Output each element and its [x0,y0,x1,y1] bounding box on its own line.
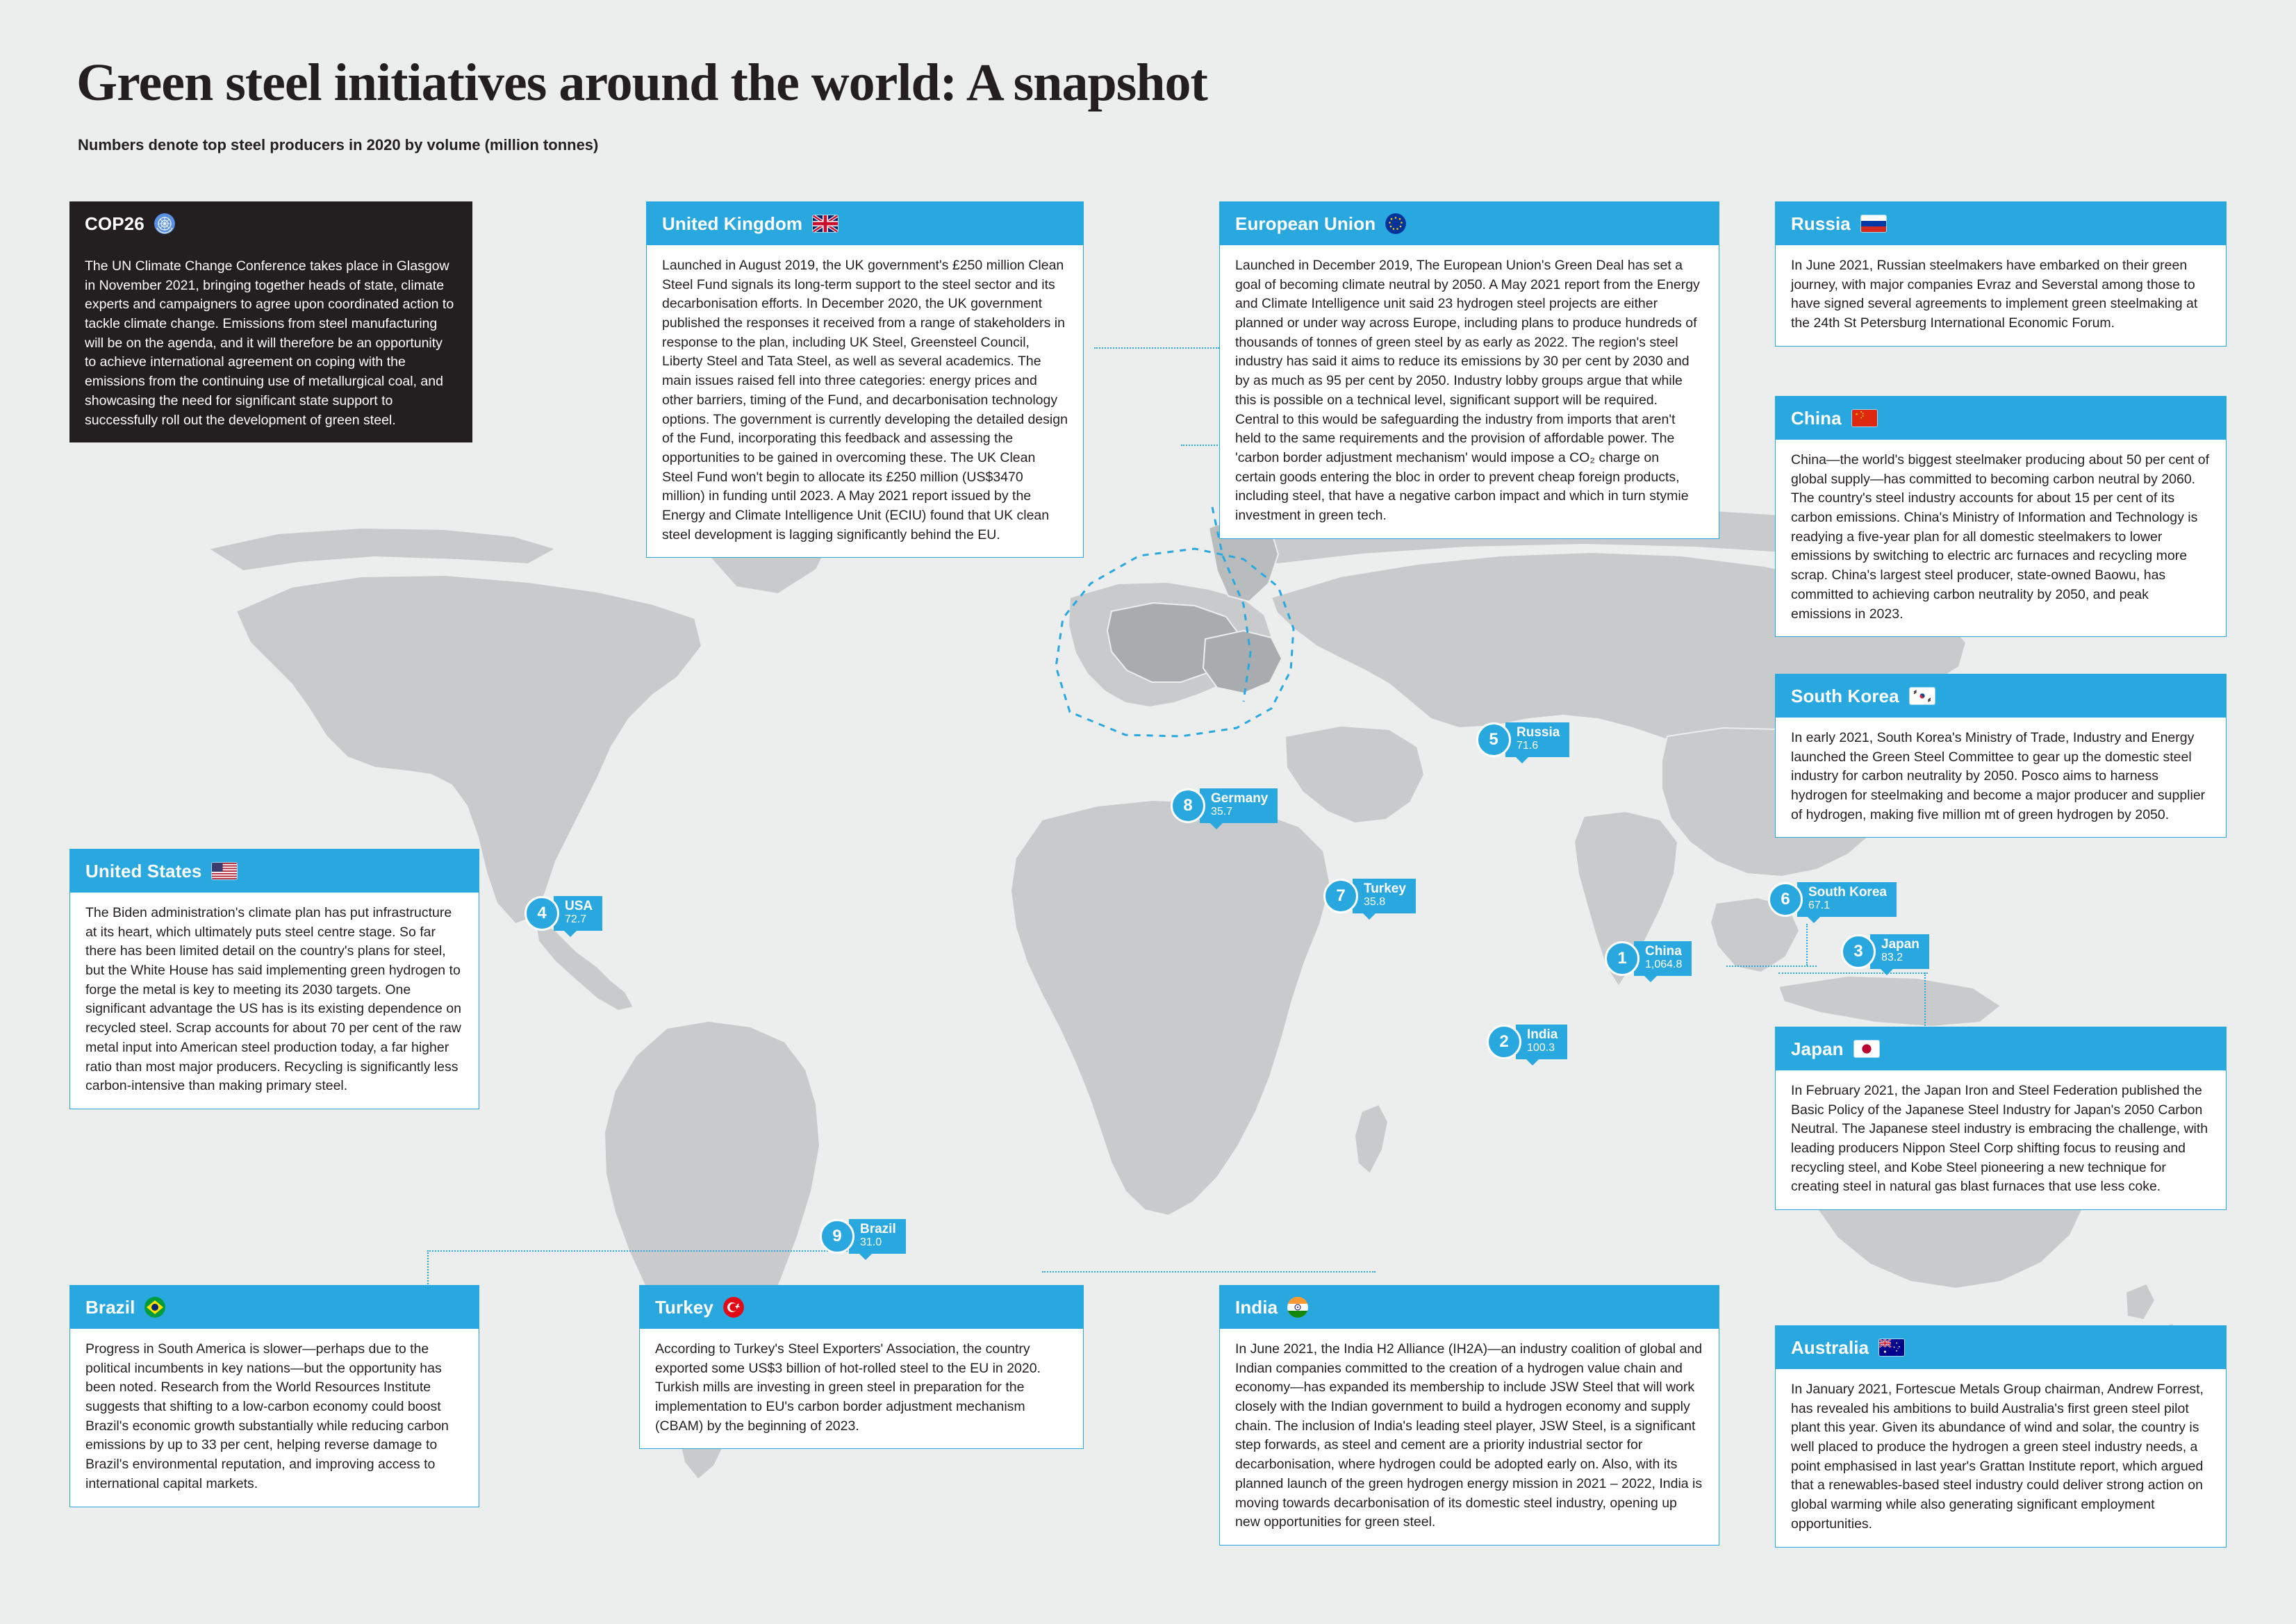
marker-value: 71.6 [1517,740,1539,752]
panel-text: In June 2021, the India H2 Alliance (IH2A)—an industry coalition of global and Indian companies committed to the creation of a hydrogen value chain and economy—has expanded its membership to include JSW Steel that will work closely with the Indian government to build a hydrogen economy and supply chain. The inclusion of India's leading steel player, JSW Steel, is a significant step forwards, as steel and cement are a priority industrial sector for decarbonisation, where hydrogen could be adopted early on. Also, with its planned launch of the green hydrogen energy mission in 2021 – 2022, India is moving towards decarbonisation of its domestic steel industry, opening up new opportunities for green steel. [1235,1341,1703,1530]
panel-japan [1775,1027,2227,1210]
flag-eu-icon [1385,213,1406,234]
panel-header [640,1286,1083,1329]
marker-country: Germany [1211,791,1269,806]
panel-header [1776,202,2226,245]
panel-header [1776,397,2226,440]
page-title: Green steel initiatives around the world: A snapshot [76,53,1207,112]
panel-title: Japan [1791,1038,1844,1059]
panel-body [647,245,1083,557]
connector-brazil-h [427,1250,858,1252]
marker-value: 35.8 [1364,896,1386,909]
marker-india[interactable] [1487,1025,1567,1059]
marker-rank: 8 [1171,788,1205,823]
panel-header [1220,202,1719,245]
panel-body [640,1329,1083,1448]
connector-japan-h [1778,972,1928,974]
flag-india-icon [1287,1297,1308,1318]
marker-label [1505,722,1569,756]
marker-label [849,1219,906,1253]
panel-title: Brazil [85,1296,135,1318]
marker-country: Turkey [1364,881,1406,897]
panel-header [1776,674,2226,718]
panel-south-korea [1775,674,2227,838]
panel-title: Australia [1791,1336,1869,1358]
marker-rank: 7 [1323,879,1358,913]
panel-russia [1775,201,2227,347]
flag-china-icon [1851,409,1878,427]
panel-body [1776,1070,2226,1209]
panel-header [70,850,479,893]
panel-turkey [639,1285,1084,1449]
marker-rank: 3 [1841,934,1876,969]
marker-usa[interactable] [525,896,602,931]
panel-australia [1775,1325,2227,1548]
marker-label [1516,1025,1567,1059]
panel-body [1220,245,1719,538]
marker-germany[interactable] [1171,788,1278,823]
marker-south-korea[interactable] [1768,882,1897,917]
marker-value: 67.1 [1808,900,1831,912]
panel-title: India [1235,1296,1278,1318]
marker-rank: 2 [1487,1025,1521,1059]
marker-country: Russia [1517,725,1560,740]
flag-brazil-icon [144,1297,165,1318]
marker-country: India [1527,1027,1558,1043]
marker-country: USA [565,899,593,914]
marker-japan[interactable] [1841,934,1929,969]
panel-text: Progress in South America is slower—perhaps due to the political incumbents in key nations—but the opportunity has been noted. Research from the World Resources Institute suggests that shifting to a low-carbon economy could boost Brazil's economic growth substantially while reducing carbon emissions by up to 33 per cent, helping reverse damage to Brazil's environmental reputation, and improving access to international capital markets. [85,1341,449,1491]
panel-header [70,1286,479,1329]
panel-title: China [1791,407,1842,429]
panel-body [70,1329,479,1507]
un-logo-icon [154,213,175,234]
flag-japan-icon [1853,1040,1880,1058]
panel-body [1220,1329,1719,1545]
panel-united-kingdom [646,201,1084,558]
marker-turkey[interactable] [1323,879,1416,913]
marker-rank: 9 [820,1219,854,1254]
marker-country: Japan [1881,937,1919,952]
panel-title: Russia [1791,213,1851,234]
panel-text: In January 2021, Fortescue Metals Group chairman, Andrew Forrest, has revealed his ambitions to build Australia's first green steel pilot plant this year. Given its abundance of wind and solar, the country is well placed to produce the hydrogen a green steel industry needs, a point emphasised in last year's Grattan Institute report, which argued that a renewables-based steel industry could deliver strong action on global warming while also generating significant employment opportunities. [1791,1382,2204,1532]
panel-header [69,201,472,246]
panel-cop26 [69,201,472,442]
marker-label [1634,941,1692,975]
panel-india [1219,1285,1719,1546]
marker-brazil[interactable] [820,1219,906,1254]
marker-value: 72.7 [565,913,587,926]
page-subtitle: Numbers denote top steel producers in 2020 by volume (million tonnes) [78,136,599,154]
panel-header [647,202,1083,245]
panel-text: In February 2021, the Japan Iron and Steel Federation published the Basic Policy of the Japanese Steel Industry for Japan's 2050 Carbon Neutral. The Japanese steel industry is embracing the challenge, with leading producers Nippon Steel Corp shifting focus to reusing and recycling steel, and Kobe Steel pioneering a new technique for creating steel in natural gas blast furnaces that use less coke. [1791,1083,2208,1195]
panel-title: South Korea [1791,685,1899,706]
panel-brazil [69,1285,479,1507]
panel-text: In early 2021, South Korea's Ministry of Trade, Industry and Energy launched the Green Steel Committee to gear up the domestic steel industry for carbon neutrality by 2050. Posco aims to harness hydrogen for steelmaking and become a major producer and supplier of hydrogen, making five million mt of green hydrogen by 2050. [1791,730,2206,822]
marker-rank: 1 [1605,941,1640,976]
panel-body [69,246,472,442]
marker-value: 83.2 [1881,952,1903,964]
marker-value: 31.0 [860,1236,882,1249]
panel-title: United States [85,860,202,881]
marker-label [554,896,602,930]
panel-body [1776,718,2226,837]
panel-text: The Biden administration's climate plan has put infrastructure at its heart, which ultimately puts steel centre stage. So far there has been limited detail on the country's plans for steel, but the White House has said implementing green hydrogen to forge the metal is key to meeting its 2030 targets. One significant advantage the US has is its existing dependence on recycled steel. Scrap accounts for about 70 per cent of the raw metal input into American steel production today, a far higher ratio than most major producers. Recycling is significantly less carbon-intensive than making primary steel. [85,905,461,1094]
panel-united-states [69,849,479,1109]
panel-text: The UN Climate Change Conference takes place in Glasgow in November 2021, bringing together heads of state, climate experts and campaigners to agree upon coordinated action to tackle climate change. Emissions from steel manufacturing will be on the agenda, and it will therefore be an opportunity to achieve international agreement on coping with the emissions from the continuing use of metallurgical coal, and showcasing the need for significant state support to successfully roll out the development of green steel. [85,258,454,428]
panel-title: COP26 [85,213,144,234]
marker-country: South Korea [1808,885,1887,900]
panel-header [1776,1326,2226,1369]
connector-eu [1181,445,1223,446]
marker-country: Brazil [860,1222,896,1237]
panel-text: China—the world's biggest steelmaker producing about 50 per cent of global supply—has committed to becoming carbon neutral by 2060. The country's steel industry accounts for about 15 per cent of its carbon emissions. China's Ministry of Information and Technology is readying a five-year plan for all domestic steelmakers to lower emissions by switching to electric arc furnaces and recycling more scrap. China's largest steel producer, state-owned Baowu, has committed to achieving carbon neutrality by 2050, and peak emissions in 2023. [1791,452,2210,622]
connector-uk [1094,347,1219,349]
marker-label [1870,934,1929,968]
panel-text: Launched in August 2019, the UK government's £250 million Clean Steel Fund signals its long-term support to the steel sector and its decarbonisation efforts. In December 2020, the UK government published the responses it received from a range of stakeholders in response to the plan, including UK Steel, Greensteel Council, Liberty Steel and Tata Steel, as well as several academics. The main issues raised fell into three categories: energy prices and other barriers, timing of the Fund, and decarbonisation technology options. The government is currently developing the detailed design of the Fund, incorporating this feedback and assessing the opportunities to be gained in overcoming these. The UK Clean Steel Fund won't begin to allocate its £250 million (US$3470 million) in funding until 2023. A May 2021 report issued by the Energy and Climate Intelligence Unit (ECIU) found that UK clean steel development is lagging significantly behind the EU. [662,258,1068,542]
panel-header [1220,1286,1719,1329]
panel-text: Launched in December 2019, The European Union's Green Deal has set a goal of becoming climate neutral by 2050. A May 2021 report from the Energy and Climate Intelligence unit said 23 hydrogen steel projects are either planned or under way across Europe, including plans to produce hundreds of thousands of tonnes of green steel by as early as 2022. The region's steel industry has said it aims to reduce its emissions by 30 per cent by 2030 and by as much as 95 per cent by 2050. Industry lobby groups argue that while this is possible on a technical level, significant support will be required. Central to this would be safeguarding the industry from imports that aren't held to the same requirements and the provision of affordable power. The 'carbon border adjustment mechanism' would impose a CO₂ charge on certain goods entering the bloc in order to prevent cheap foreign products, including steel, that have a negative carbon impact and which in turn stymie investment in green tech. [1235,258,1700,523]
panel-text: In June 2021, Russian steelmakers have embarked on their green journey, with major companies Evraz and Severstal among those to have signed several agreements to implement green steelmaking at the 24th St Petersburg International Economic Forum. [1791,258,2198,331]
connector-turkey [1042,1271,1376,1273]
panel-body [1776,1369,2226,1547]
flag-australia-icon [1878,1339,1905,1357]
marker-rank: 6 [1768,882,1803,917]
panel-title: European Union [1235,213,1376,234]
marker-label [1200,788,1278,822]
marker-value: 100.3 [1527,1042,1555,1054]
panel-china [1775,396,2227,637]
panel-header [1776,1027,2226,1070]
panel-body [70,893,479,1109]
marker-china[interactable] [1605,941,1692,976]
flag-uk-icon [812,215,839,233]
marker-rank: 5 [1476,722,1511,757]
panel-title: United Kingdom [662,213,803,234]
marker-value: 1,064.8 [1645,959,1683,971]
flag-turkey-icon [723,1297,744,1318]
marker-label [1353,879,1416,913]
flag-usa-icon [211,862,238,880]
panel-body [1776,440,2226,636]
marker-country: China [1645,944,1682,959]
panel-european-union [1219,201,1719,539]
flag-south-korea-icon [1909,687,1935,705]
connector-korea [1806,924,1808,966]
connector-china [1726,966,1817,967]
marker-russia[interactable] [1476,722,1569,757]
panel-body [1776,245,2226,346]
panel-title: Turkey [655,1296,713,1318]
marker-label [1797,882,1897,916]
marker-rank: 4 [525,896,559,931]
marker-value: 35.7 [1211,806,1233,818]
panel-text: According to Turkey's Steel Exporters' Association, the country exported some US$3 billion of hot-rolled steel to the EU in 2020. Turkish mills are investing in green steel in preparation for the implementation to EU's carbon border adjustment mechanism (CBAM) by the beginning of 2023. [655,1341,1041,1434]
flag-russia-icon [1860,215,1887,233]
